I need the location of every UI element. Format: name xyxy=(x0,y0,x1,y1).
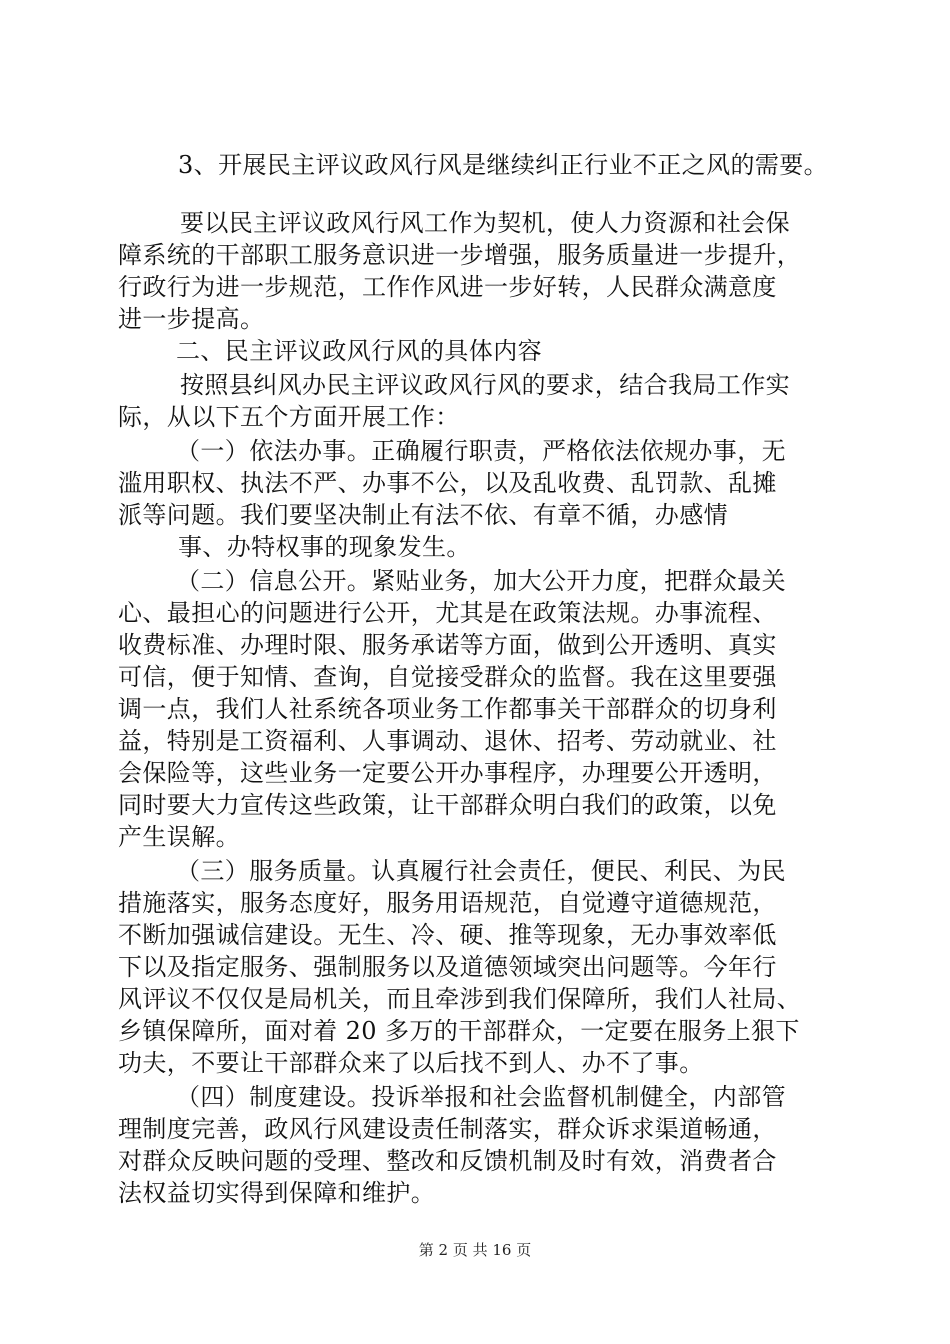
text-line-26: 风评议不仅仅是局机关，而且牵涉到我们保障所，我们人社局、 xyxy=(118,985,802,1013)
text-line-25: 下以及指定服务、强制服务以及道德领域突出问题等。今年行 xyxy=(118,953,777,981)
text-line-8: 际，从以下五个方面开展工作： xyxy=(118,403,460,431)
text-line-12: 事、办特权事的现象发生。 xyxy=(178,533,471,561)
text-line-3: 障系统的干部职工服务意识进一步增强，服务质量进一步提升， xyxy=(118,241,802,269)
text-line-9: （一）依法办事。正确履行职责，严格依法依规办事，无 xyxy=(176,437,786,465)
section-heading: 二、民主评议政风行风的具体内容 xyxy=(176,337,542,365)
text-line-19: 会保险等，这些业务一定要公开办事程序，办理要公开透明， xyxy=(118,759,777,787)
text-line-16: 可信，便于知情、查询，自觉接受群众的监督。我在这里要强 xyxy=(118,663,777,691)
text-line-10: 滥用职权、执法不严、办事不公，以及乱收费、乱罚款、乱摊 xyxy=(118,469,777,497)
text-line-11: 派等问题。我们要坚决制止有法不依、有章不循，办感情 xyxy=(118,501,728,529)
text-line-15: 收费标准、办理时限、服务承诺等方面，做到公开透明、真实 xyxy=(118,631,777,659)
text-line-27: 乡镇保障所，面对着 20 多万的干部群众，一定要在服务上狠下 xyxy=(118,1017,800,1045)
text-line-28: 功夫，不要让干部群众来了以后找不到人、办不了事。 xyxy=(118,1049,704,1077)
text-line-22: （三）服务质量。认真履行社会责任，便民、利民、为民 xyxy=(176,857,786,885)
text-line-23: 措施落实，服务态度好，服务用语规范，自觉遵守道德规范， xyxy=(118,889,777,917)
text-line-21: 产生误解。 xyxy=(118,823,240,851)
text-line-30: 理制度完善，政风行风建设责任制落实，群众诉求渠道畅通， xyxy=(118,1115,777,1143)
text-line-31: 对群众反映问题的受理、整改和反馈机制及时有效，消费者合 xyxy=(118,1147,777,1175)
text-line-1: 3、开展民主评议政风行风是继续纠正行业不正之风的需要。 xyxy=(178,151,829,179)
text-line-32: 法权益切实得到保障和维护。 xyxy=(118,1179,436,1207)
text-line-4: 行政行为进一步规范，工作作风进一步好转，人民群众满意度 xyxy=(118,273,777,301)
text-line-13: （二）信息公开。紧贴业务，加大公开力度，把群众最关 xyxy=(176,567,786,595)
text-line-14: 心、最担心的问题进行公开，尤其是在政策法规。办事流程、 xyxy=(118,599,777,627)
text-line-17: 调一点，我们人社系统各项业务工作都事关干部群众的切身利 xyxy=(118,695,777,723)
text-line-24: 不断加强诚信建设。无生、冷、硬、推等现象，无办事效率低 xyxy=(118,921,777,949)
text-line-7: 按照县纠风办民主评议政风行风的要求，结合我局工作实 xyxy=(180,371,790,399)
text-line-5: 进一步提高。 xyxy=(118,305,265,333)
text-line-2: 要以民主评议政风行风工作为契机，使人力资源和社会保 xyxy=(180,209,790,237)
text-line-18: 益，特别是工资福利、人事调动、退休、招考、劳动就业、社 xyxy=(118,727,777,755)
text-line-20: 同时要大力宣传这些政策，让干部群众明白我们的政策，以免 xyxy=(118,791,777,819)
text-line-29: （四）制度建设。投诉举报和社会监督机制健全，内部管 xyxy=(176,1083,786,1111)
page-footer: 第 2 页 共 16 页 xyxy=(418,1241,532,1259)
